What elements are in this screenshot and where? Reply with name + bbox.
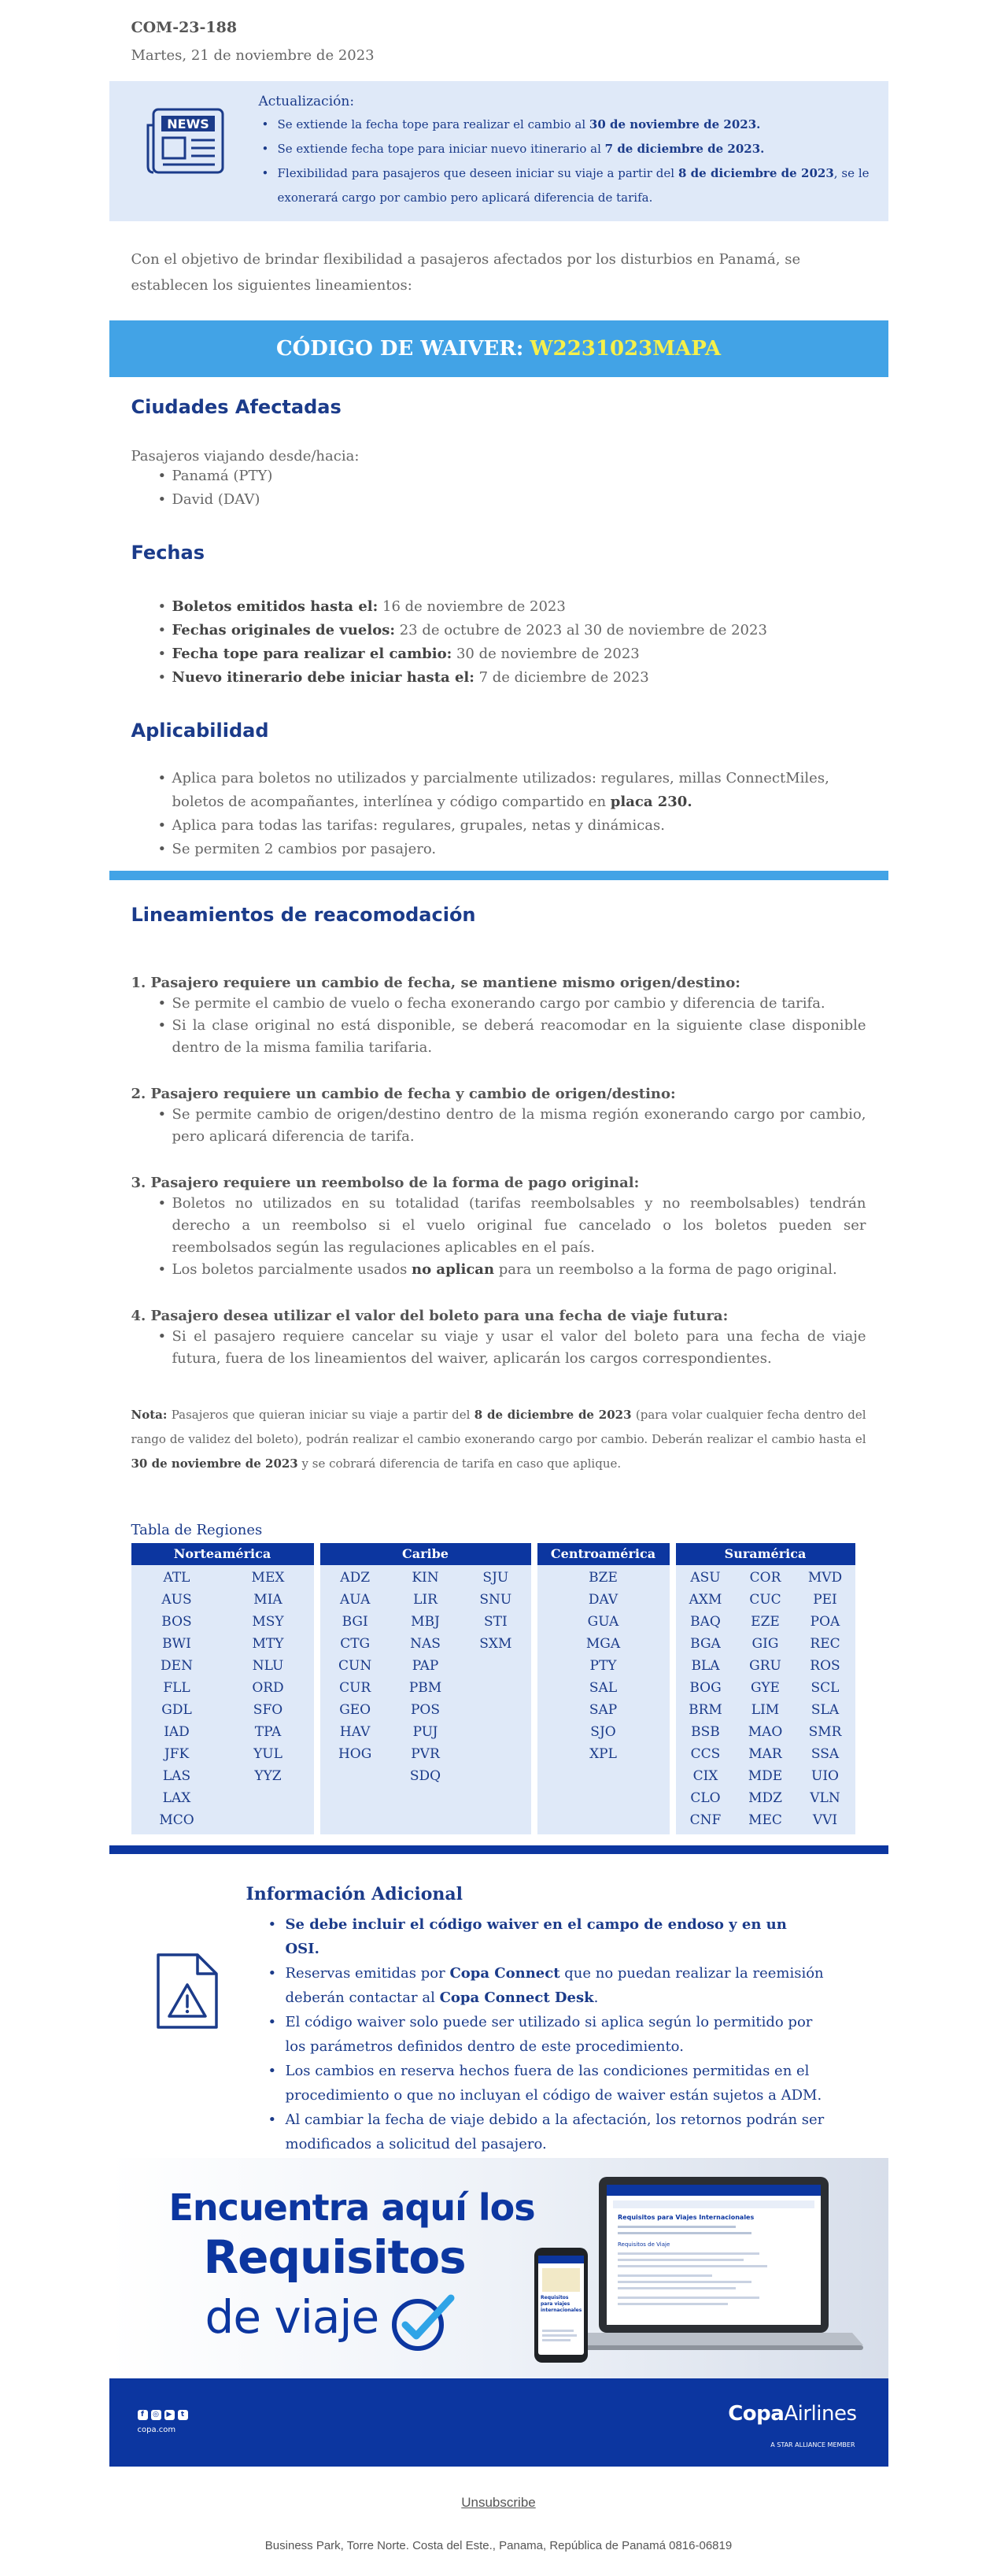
airport-code: GRU (749, 1658, 781, 1674)
update-box (109, 81, 888, 221)
airport-code: REC (810, 1636, 840, 1652)
aplicabilidad-list (131, 767, 866, 861)
star-alliance-label: A STAR ALLIANCE MEMBER (770, 2441, 855, 2448)
info-list (246, 1912, 825, 2156)
lineamiento-block (131, 1086, 866, 1148)
airport-code: MEX (251, 1570, 285, 1586)
airport-code: CCS (690, 1746, 721, 1762)
airport-code: PVR (411, 1746, 440, 1762)
airport-code: MEC (748, 1812, 782, 1828)
list-item: • Al cambiar la fecha de viaje debido a la afectación, los retornos podrán ser modificados a solicitud del pasajero. (286, 2108, 825, 2156)
airport-code: SFO (253, 1702, 283, 1718)
airport-code: STI (483, 1614, 508, 1630)
list-item: • Los cambios en reserva hechos fuera de las condiciones permitidas en el procedimiento o que no incluyan el código de waiver están sujetos a ADM. (286, 2059, 825, 2108)
airport-code: MAR (748, 1746, 782, 1762)
airport-code (460, 1743, 530, 1765)
airport-code: UIO (811, 1768, 839, 1784)
airport-code: EZE (751, 1614, 780, 1630)
airport-code: MDE (748, 1768, 783, 1784)
airport-code (223, 1809, 314, 1831)
region-header: Centroamérica (537, 1543, 670, 1565)
update-item: • Se extiende la fecha tope para realizar el cambio al 30 de noviembre de 2023. (278, 113, 871, 137)
airport-code (223, 1787, 314, 1809)
facebook-icon[interactable]: f (138, 2410, 148, 2420)
fechas-list (131, 595, 866, 690)
airport-code: CIX (692, 1768, 718, 1784)
instagram-icon[interactable]: ◎ (151, 2410, 161, 2420)
airport-code: MSY (252, 1614, 284, 1630)
airport-code: PBM (408, 1680, 442, 1696)
ciudades-list (131, 464, 866, 512)
airport-code: MTY (252, 1636, 284, 1652)
airport-code: MDZ (748, 1790, 782, 1806)
communication-date: Martes, 21 de noviembre de 2023 (131, 47, 375, 64)
list-item: • Aplica para todas las tarifas: regulares, grupales, netas y dinámicas. (172, 814, 854, 838)
airport-code: AUA (339, 1592, 371, 1608)
social-links (138, 2410, 188, 2420)
airport-code: BGA (690, 1636, 721, 1652)
banner-line-3: de viaje (205, 2290, 379, 2344)
airport-code: IAD (164, 1724, 190, 1740)
airport-code: LAX (162, 1790, 191, 1806)
region-header: Caribe (320, 1543, 531, 1565)
youtube-icon[interactable]: ▶ (164, 2410, 175, 2420)
airport-code: AUS (161, 1592, 192, 1608)
airport-code: GDL (161, 1702, 192, 1718)
airport-code: ROS (810, 1658, 840, 1674)
regiones-table (131, 1543, 866, 1834)
airport-code: SLA (811, 1702, 840, 1718)
airport-code: LIR (413, 1592, 438, 1608)
airport-code: VVI (812, 1812, 838, 1828)
airport-code: HAV (339, 1724, 371, 1740)
airport-code: TPA (254, 1724, 282, 1740)
waiver-banner (109, 320, 888, 377)
airport-code (460, 1765, 530, 1787)
update-item: • Flexibilidad para pasajeros que deseen iniciar su viaje a partir del 8 de diciembre de 2023, se le exonerará cargo por cambio pero aplicará diferencia de tarifa. (278, 161, 871, 210)
airport-code: NAS (410, 1636, 441, 1652)
phone-text: Requisitos para viajes internacionales (540, 2295, 582, 2313)
airport-code: SXM (479, 1636, 512, 1652)
section-title-ciudades: Ciudades Afectadas (131, 396, 342, 418)
airport-code: CNF (689, 1812, 722, 1828)
airport-code: LAS (162, 1768, 191, 1784)
airport-code: BGI (342, 1614, 368, 1630)
list-item: • Los boletos parcialmente usados no aplican para un reembolso a la forma de pago original. (172, 1259, 866, 1281)
airport-code: COR (749, 1570, 781, 1586)
list-item: • Fechas originales de vuelos: 23 de octubre de 2023 al 30 de noviembre de 2023 (172, 619, 866, 642)
airport-code: ORD (252, 1680, 284, 1696)
airport-code: CUN (338, 1658, 372, 1674)
update-title: Actualización: (258, 94, 355, 109)
airport-code: SJU (482, 1570, 509, 1586)
list-item: • Nuevo itinerario debe iniciar hasta el: 7 de diciembre de 2023 (172, 666, 866, 690)
laptop-heading: Requisitos para Viajes Internacionales (617, 2214, 754, 2221)
airport-code: XPL (589, 1746, 617, 1762)
twitter-icon[interactable]: t (178, 2410, 188, 2420)
airport-code: MCO (159, 1812, 194, 1828)
airport-code (320, 1765, 390, 1787)
airport-code: BAQ (690, 1614, 721, 1630)
region-column (131, 1543, 314, 1834)
lineamientos-list (131, 975, 866, 1370)
airport-code: BSB (691, 1724, 720, 1740)
region-column (676, 1543, 855, 1834)
banner-line-2: Requisitos (203, 2230, 466, 2284)
airport-code: MIA (253, 1592, 282, 1608)
list-item: • Fecha tope para realizar el cambio: 30 de noviembre de 2023 (172, 642, 866, 666)
check-circle-icon (390, 2289, 456, 2358)
lineamiento-title: 3. Pasajero requiere un reembolso de la forma de pago original: (131, 1175, 640, 1191)
region-header: Norteamérica (131, 1543, 314, 1565)
section-divider (109, 1845, 888, 1854)
copa-url-link[interactable]: copa.com (137, 2426, 176, 2434)
regiones-caption: Tabla de Regiones (131, 1522, 263, 1538)
airport-code: ASU (690, 1570, 721, 1586)
warning-document-icon (109, 1884, 246, 2158)
airport-code: VLN (810, 1790, 840, 1806)
airport-code: YUL (253, 1746, 282, 1762)
ciudades-lead: Pasajeros viajando desde/hacia: (131, 448, 360, 464)
airport-code: LIM (751, 1702, 780, 1718)
airport-code (460, 1699, 530, 1721)
section-title-aplicabilidad: Aplicabilidad (131, 720, 269, 742)
airport-code: PEI (813, 1592, 837, 1608)
section-divider (109, 871, 888, 880)
airport-code: KIN (412, 1570, 439, 1586)
airport-code: NLU (252, 1658, 284, 1674)
waiver-label: CÓDIGO DE WAIVER: (275, 337, 524, 361)
airport-code: BLA (691, 1658, 720, 1674)
airport-code: AXM (689, 1592, 722, 1608)
list-item: • Panamá (PTY) (172, 464, 866, 488)
list-item: • Si la clase original no está disponible, se deberá reacomodar en la siguiente clase disponible dentro de la misma familia tarifaria. (172, 1015, 866, 1059)
lineamiento-block (131, 1175, 866, 1281)
news-icon-label: NEWS (166, 117, 209, 131)
communication-id: COM-23-188 (131, 19, 238, 36)
section-title-lineamientos: Lineamientos de reacomodación (131, 904, 476, 926)
airport-code: PTY (589, 1658, 617, 1674)
airport-code: POS (410, 1702, 440, 1718)
airport-code: DAV (588, 1592, 619, 1608)
laptop-image (567, 2171, 866, 2371)
airport-code: BOG (689, 1680, 722, 1696)
airport-code: GUA (587, 1614, 619, 1630)
airport-code: YYZ (254, 1768, 282, 1784)
airport-code: DEN (161, 1658, 193, 1674)
airport-code: FLL (163, 1680, 190, 1696)
airport-code (460, 1721, 530, 1743)
airport-code (460, 1655, 530, 1677)
airport-code: PUJ (412, 1724, 438, 1740)
airport-code: MAO (748, 1724, 783, 1740)
list-item: • Se permite cambio de origen/destino dentro de la misma región exonerando cargo por cambio, pero aplicará diferencia de tarifa. (172, 1104, 866, 1148)
list-item: • El código waiver solo puede ser utilizado si aplica según lo permitido por los parámetros definidos dentro de este procedimiento. (286, 2010, 825, 2059)
nota-paragraph: Nota: Pasajeros que quieran iniciar su viaje a partir del 8 de diciembre de 2023 (para volar cualquier fecha dentro del rango de validez del boleto), podrán realizar el cambio exonerando cargo por cambio. Deberán realizar el cambio hasta el 30 de noviembre de 2023 y se cobrará diferencia de tarifa en caso que aplique. (131, 1408, 866, 1471)
region-header: Suramérica (676, 1543, 855, 1565)
airport-code: CUR (339, 1680, 371, 1696)
intro-paragraph: Con el objetivo de brindar flexibilidad a pasajeros afectados por los disturbios en Panamá, se establecen los siguientes lineamientos: (131, 251, 801, 294)
info-section (109, 1854, 888, 2158)
airport-code: CLO (690, 1790, 721, 1806)
list-item: • Aplica para boletos no utilizados y parcialmente utilizados: regulares, millas ConnectMiles, boletos de acompañantes, interlínea y código compartido en placa 230. (172, 767, 854, 814)
airport-code: PAP (412, 1658, 439, 1674)
airport-code: SCL (811, 1680, 840, 1696)
unsubscribe-link[interactable]: Unsubscribe (461, 2495, 536, 2510)
list-item: • David (DAV) (172, 488, 866, 512)
airport-code: BOS (161, 1614, 192, 1630)
airport-code: GYE (751, 1680, 780, 1696)
list-item: • Boletos no utilizados en su totalidad (tarifas reembolsables y no reembolsables) tendrán derecho a un reembolso si el vuelo original fue cancelado o los boletos pueden ser reembolsados según las regulaciones aplicables en el país. (172, 1193, 866, 1259)
airport-code: BWI (162, 1636, 191, 1652)
airport-code: POA (810, 1614, 840, 1630)
airport-code: SDQ (409, 1768, 441, 1784)
airport-code: MGA (585, 1636, 621, 1652)
info-title: Información Adicional (246, 1884, 463, 1904)
airport-code: MVD (807, 1570, 843, 1586)
airport-code: ADZ (340, 1570, 371, 1586)
airport-code: CTG (340, 1636, 371, 1652)
list-item: • Boletos emitidos hasta el: 16 de noviembre de 2023 (172, 595, 866, 619)
airport-code: ATL (163, 1570, 190, 1586)
airport-code: BZE (589, 1570, 618, 1586)
airport-code (460, 1677, 530, 1699)
company-address: Business Park, Torre Norte. Costa del Este., Panama, República de Panamá 0816-06819 (264, 2539, 733, 2552)
footer (109, 2378, 888, 2467)
copa-airlines-logo: CopaAirlines (728, 2402, 857, 2426)
airport-code: MBJ (411, 1614, 440, 1630)
airport-code: SJO (590, 1724, 616, 1740)
waiver-code: W2231023MAPA (530, 337, 722, 361)
list-item: • Se debe incluir el código waiver en el campo de endoso y en un OSI. (286, 1912, 825, 1961)
lineamiento-title: 1. Pasajero requiere un cambio de fecha, se mantiene mismo origen/destino: (131, 975, 740, 991)
airport-code: SAL (589, 1680, 618, 1696)
airport-code: SNU (479, 1592, 512, 1608)
lineamiento-title: 4. Pasajero desea utilizar el valor del boleto para una fecha de viaje futura: (131, 1308, 729, 1324)
airport-code: CUC (749, 1592, 781, 1608)
section-title-fechas: Fechas (131, 542, 205, 564)
update-item: • Se extiende fecha tope para iniciar nuevo itinerario al 7 de diciembre de 2023. (278, 137, 871, 161)
email-container (109, 0, 888, 2576)
lineamiento-block (131, 975, 866, 1059)
airport-code: GIG (751, 1636, 779, 1652)
airport-code: HOG (338, 1746, 372, 1762)
phone-image (533, 2246, 589, 2367)
banner-line-1: Encuentra aquí los (168, 2186, 535, 2229)
news-icon (125, 94, 220, 221)
airport-code: SSA (811, 1746, 840, 1762)
airport-code: BRM (689, 1702, 722, 1718)
list-item: • Si el pasajero requiere cancelar su viaje y usar el valor del boleto para una fecha de viaje futura, fuera de los lineamientos del waiver, aplicarán los cargos correspondientes. (172, 1326, 866, 1370)
region-column (320, 1543, 531, 1834)
travel-requirements-banner[interactable] (109, 2158, 888, 2378)
update-list (259, 113, 871, 210)
list-item: • Se permite el cambio de vuelo o fecha exonerando cargo por cambio y diferencia de tarifa. (172, 993, 866, 1015)
list-item: • Se permiten 2 cambios por pasajero. (172, 838, 854, 861)
lineamiento-title: 2. Pasajero requiere un cambio de fecha y cambio de origen/destino: (131, 1086, 676, 1102)
airport-code: GEO (339, 1702, 371, 1718)
airport-code: JFK (164, 1746, 190, 1762)
region-column (537, 1543, 670, 1834)
lineamiento-block (131, 1308, 866, 1370)
airport-code: SAP (589, 1702, 618, 1718)
list-item: • Reservas emitidas por Copa Connect que no puedan realizar la reemisión deberán contactar al Copa Connect Desk. (286, 1961, 825, 2010)
airport-code: SMR (808, 1724, 842, 1740)
laptop-subheading: Requisitos de Viaje (617, 2241, 670, 2248)
